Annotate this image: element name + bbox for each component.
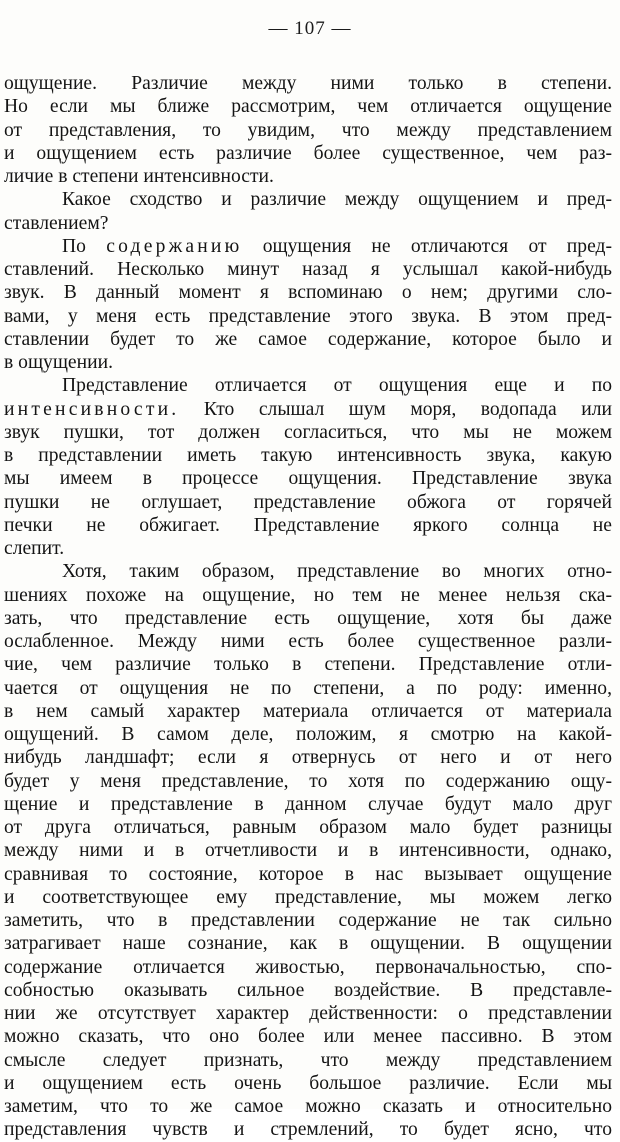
text-line: от представления, то увидим, что между представлением <box>4 119 612 141</box>
text-line: и ощущением есть очень большое различие. Если мы <box>4 1072 612 1094</box>
text-line: ставлений. Несколько минут назад я услышал какой-нибудь <box>4 259 612 280</box>
text-line: нии же отсутствует характер действенности: о представлении <box>4 1003 612 1024</box>
line-rest: Кто слышал шум моря, водопада или <box>203 398 612 420</box>
body-text <box>4 72 612 1142</box>
text-line: мы имеем в процессе ощущения. Представление звука <box>4 468 612 490</box>
text-line: чие, чем различие только в степени. Представление отли- <box>4 654 612 676</box>
text-line: от друга отличаться, равным образом мало будет разницы <box>4 817 612 838</box>
text-line: заметить, что в представлении содержание не так сильно <box>4 910 612 931</box>
text-line: печки не обжигает. Представление яркого солнца не <box>4 514 612 536</box>
spaced-emphasis: содержанию <box>106 235 243 257</box>
text-line: чается от ощущения не по степени, а по роду: именно, <box>4 677 612 699</box>
text-line: будет у меня представление, то хотя по содержанию ощу- <box>4 770 612 792</box>
text-line: заметим, что то же самое можно сказать и относительно <box>4 1096 612 1117</box>
text-line: нибудь ландшафт; если я отвернусь от него и от него <box>4 747 612 769</box>
text-line: ощущение. Различие между ними только в степени. <box>4 73 612 94</box>
text-line: звук пушки, тот должен согласиться, что мы не можем <box>4 421 612 443</box>
text-line: ослабленное. Между ними есть более существенное разли- <box>4 631 612 652</box>
text-line: слепит. <box>4 538 65 559</box>
text-line: содержание отличается живостью, первоначальностью, спо- <box>4 956 612 978</box>
page-number: — 107 — <box>268 18 352 39</box>
text-line: Какое сходство и различие между ощущением и пред- <box>62 189 612 211</box>
text-line: ставлением? <box>4 212 109 234</box>
text-line: в ощущении. <box>4 352 113 373</box>
line-prefix: По <box>62 235 86 257</box>
text-line: шениях похоже на ощущение, но тем не менее нельзя ска- <box>4 584 612 606</box>
text-line: можно сказать, что оно более или менее пассивно. В этом <box>4 1026 612 1048</box>
text-line: ощущений. В самом деле, положим, я смотрю на какой- <box>4 724 612 745</box>
spaced-emphasis: интенсивности. <box>4 398 180 420</box>
text-line <box>4 398 612 421</box>
line-rest: ощущения не отличаются от пред- <box>262 235 612 257</box>
text-line: вами, у меня есть представление этого звука. В этом пред- <box>4 305 612 327</box>
text-line <box>4 235 612 258</box>
text-line: затрагивает наше сознание, как в ощущении. В ощущении <box>4 933 612 955</box>
text-line: между ними и в отчетливости и в интенсивности, однако, <box>4 840 612 862</box>
text-line: пушки не оглушает, представление обжога от горячей <box>4 491 612 513</box>
text-line: в нем самый характер материала отличается от материала <box>4 700 612 722</box>
text-line: смысле следует признать, что между представлением <box>4 1049 612 1071</box>
text-line: личие в степени интенсивности. <box>4 166 274 187</box>
text-line: Представление отличается от ощущения еще и по <box>62 375 612 397</box>
text-line: и ощущением есть различие более существенное, чем раз- <box>4 142 612 164</box>
text-line: щение и представление в данном случае будут мало друг <box>4 793 612 815</box>
text-line: зать, что представление есть ощущение, хотя бы даже <box>4 607 612 629</box>
text-line: в представлении иметь такую интенсивность звука, какую <box>4 445 612 466</box>
text-line: Но если мы ближе рассмотрим, чем отличается ощущение <box>4 96 612 118</box>
text-line: ставлении будет то же самое содержание, которое было и <box>4 328 612 350</box>
text-line: Хотя, таким образом, представление во многих отно- <box>62 561 612 583</box>
text-line: сравнивая то состояние, которое в нас вызывает ощущение <box>4 863 612 885</box>
text-line: собностью оказывать сильное воздействие. В представле- <box>4 979 612 1001</box>
text-line: звук. В данный момент я вспоминаю о нем; другими сло- <box>4 282 612 304</box>
text-line: и соответствующее ему представление, мы можем легко <box>4 886 612 908</box>
text-line: представления чувств и стремлений, то будет ясно, что <box>4 1119 612 1141</box>
